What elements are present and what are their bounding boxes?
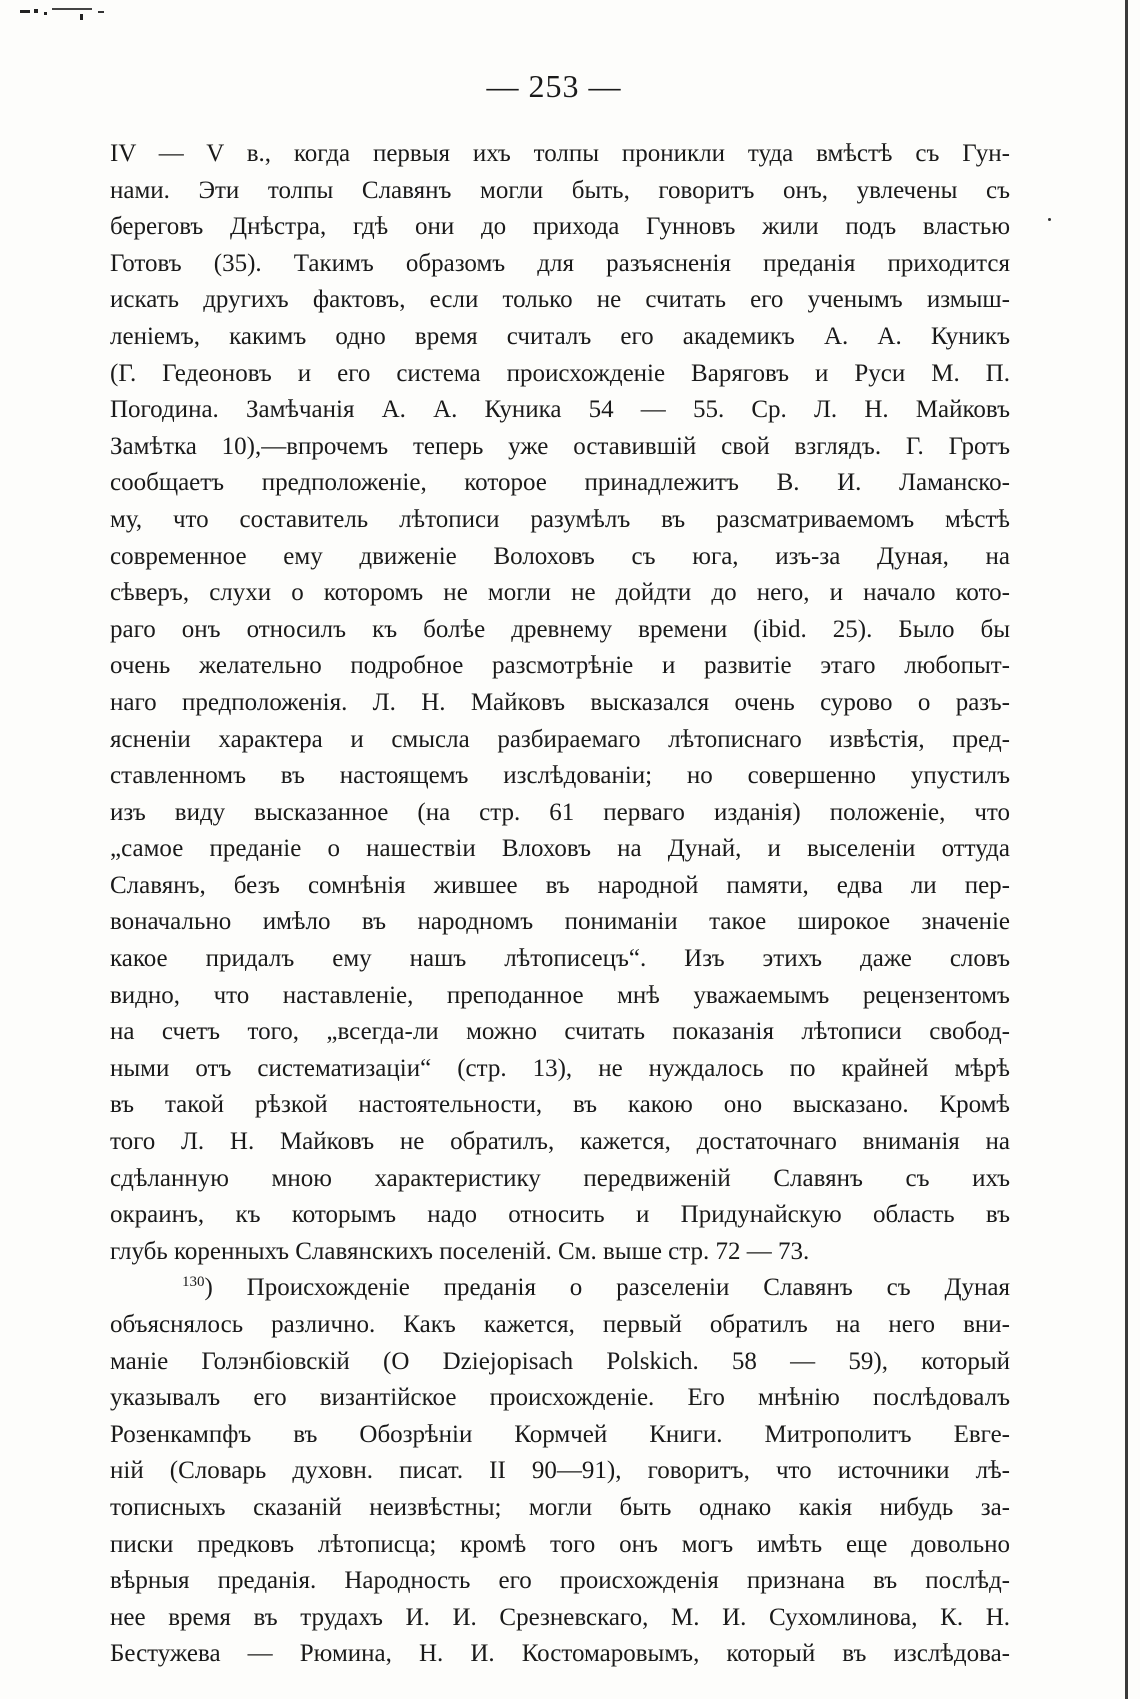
- text-line: какое придалъ ему нашъ лѣтописецъ“. Изъ этихъ даже словъ: [110, 945, 1010, 973]
- text-line: на счетъ того, „всегда-ли можно считать показанія лѣтописи свобод-: [110, 1018, 1010, 1046]
- footnote-first-line-text: ) Происхожденіе преданія о разселеніи Славянъ съ Дуная: [204, 1274, 1010, 1302]
- text-line: сообщаетъ предположеніе, которое принадлежитъ В. И. Ламанско-: [110, 469, 1010, 497]
- text-line: современное ему движеніе Волоховъ съ юга, изъ-за Дуная, на: [110, 542, 1010, 570]
- text-line: нами. Эти толпы Славянъ могли быть, говоритъ онъ, увлечены съ: [110, 176, 1010, 204]
- text-line: сдѣланную мною характеристику передвиженій Славянъ съ ихъ: [110, 1164, 1010, 1192]
- text-line: въ такой рѣзкой настоятельности, въ какою оно высказано. Кромѣ: [110, 1091, 1010, 1119]
- text-line: объяснялось различно. Какъ кажется, первый обратилъ на него вни-: [110, 1311, 1010, 1338]
- text-line: Розенкампфъ въ Обозрѣніи Кормчей Книги. Митрополитъ Евге-: [110, 1420, 1010, 1448]
- text-line: (Г. Гедеоновъ и его система происхожденіе Варяговъ и Руси М. П.: [110, 359, 1010, 387]
- text-line: Замѣтка 10),—впрочемъ теперь уже оставившій свой взглядъ. Г. Гротъ: [110, 432, 1010, 460]
- text-line: наго предположенія. Л. Н. Майковъ высказался очень сурово о разъ-: [110, 688, 1010, 716]
- footnote-first-line: [110, 1270, 1010, 1307]
- text-line: ясненіи характера и смысла разбираемаго лѣтописнаго извѣстія, пред-: [110, 725, 1010, 753]
- scan-speck: [1048, 218, 1051, 221]
- text-line: „самое преданіе о нашествіи Влоховъ на Дунай, и выселеніи оттуда: [110, 835, 1010, 863]
- body-text: [110, 136, 1010, 1673]
- text-line: Бестужева — Рюмина, Н. И. Костомаровымъ, который въ изслѣдова-: [110, 1640, 1010, 1668]
- text-line: указывалъ его византійское происхожденіе. Его мнѣнію послѣдовалъ: [110, 1384, 1010, 1412]
- text-line: окраинъ, къ которымъ надо относить и Придунайскую область въ: [110, 1201, 1010, 1229]
- text-line: тописныхъ сказаній неизвѣстны; могли быть однако какія нибудь за-: [110, 1493, 1010, 1521]
- scan-artifact-mark: [18, 6, 138, 24]
- text-line: Погодина. Замѣчанія А. А. Куника 54 — 55. Ср. Л. Н. Майковъ: [110, 396, 1010, 424]
- text-line: искать другихъ фактовъ, если только не считать его ученымъ измыш-: [110, 286, 1010, 314]
- text-line: видно, что наставленіе, преподанное мнѣ уважаемымъ рецензентомъ: [110, 981, 1010, 1009]
- text-line: глубь коренныхъ Славянскихъ поселеній. См. выше стр. 72 — 73.: [110, 1237, 810, 1265]
- text-line: береговъ Днѣстра, гдѣ они до прихода Гунновъ жили подъ властью: [110, 213, 1010, 241]
- page-number: — 253 —: [486, 68, 622, 104]
- text-line: Славянъ, безъ сомнѣнія жившее въ народной памяти, едва ли пер-: [110, 871, 1010, 899]
- text-line: вѣрныя преданія. Народность его происхожденія признана въ послѣд-: [110, 1567, 1010, 1595]
- text-line: му, что составитель лѣтописи разумѣлъ въ разсматриваемомъ мѣстѣ: [110, 505, 1010, 533]
- text-line: нее время въ трудахъ И. И. Срезневскаго, М. И. Сухомлинова, К. Н.: [110, 1603, 1010, 1631]
- text-line: леніемъ, какимъ одно время считалъ его академикъ А. А. Куникъ: [110, 322, 1010, 350]
- text-line: изъ виду высказанное (на стр. 61 перваго изданія) положеніе, что: [110, 798, 1010, 826]
- text-line: того Л. Н. Майковъ не обратилъ, кажется, достаточнаго вниманія на: [110, 1128, 1010, 1156]
- text-line: сѣверъ, слухи о которомъ не могли не дойдти до него, и начало кото-: [110, 579, 1010, 607]
- text-line: раго онъ относилъ къ болѣе древнему времени (ibid. 25). Было бы: [110, 615, 1010, 643]
- text-line: очень желательно подробное разсмотрѣніе и развитіе этаго любопыт-: [110, 652, 1010, 680]
- text-line: IV — V в., когда первыя ихъ толпы проникли туда вмѣстѣ съ Гун-: [110, 140, 1010, 167]
- text-line: ными отъ систематизаціи“ (стр. 13), не нуждалось по крайней мѣрѣ: [110, 1054, 1010, 1082]
- footnote-number: 130: [182, 1274, 205, 1291]
- text-line: воначально имѣло въ народномъ пониманіи такое широкое значеніе: [110, 908, 1010, 936]
- text-line: ставленномъ въ настоящемъ изслѣдованіи; но совершенно упустилъ: [110, 762, 1010, 790]
- text-line: маніе Голэнбіовскій (О Dziejopisach Polskich. 58 — 59), который: [110, 1347, 1010, 1375]
- text-line: Готовъ (35). Такимъ образомъ для разъясненія преданія приходится: [110, 249, 1010, 277]
- page-edge-rule: [1125, 0, 1128, 1699]
- text-line: писки предковъ лѣтописца; кромѣ того онъ могъ имѣть еще довольно: [110, 1530, 1010, 1558]
- text-line: ній (Словарь духовн. писат. II 90—91), говоритъ, что источники лѣ-: [110, 1457, 1010, 1485]
